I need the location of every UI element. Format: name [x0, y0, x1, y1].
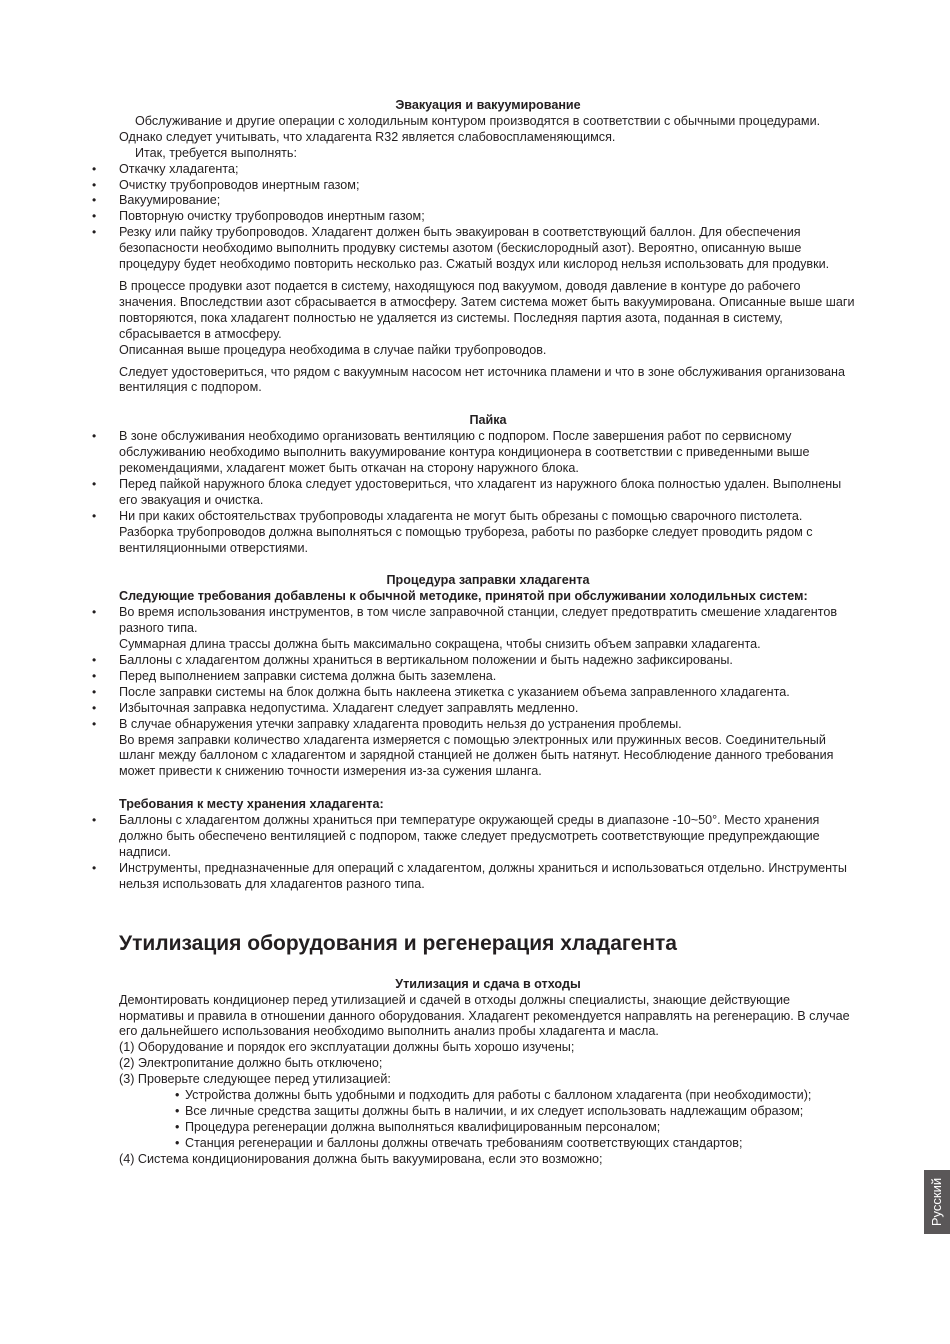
charge-note-1: Суммарная длина трассы должна быть максимально сокращена, чтобы снизить объем заправки хладагента. [119, 637, 761, 652]
charge-title: Процедура заправки хладагента [386, 573, 590, 588]
bullet-icon: • [92, 668, 97, 683]
bullet-icon: • [175, 1119, 180, 1134]
bullet-icon: • [175, 1088, 180, 1103]
disposal-heading: Утилизация оборудования и регенерация хладагента [119, 931, 677, 955]
storage-title: Требования к месту хранения хладагента: [119, 797, 384, 812]
bullet-icon: • [92, 860, 97, 875]
bullet-icon: • [92, 684, 97, 699]
bullet-icon: • [92, 209, 97, 224]
bullet-icon: • [175, 1103, 180, 1118]
check-item: • Процедура регенерации должна выполняться квалифицированным персоналом; [175, 1119, 661, 1134]
solder-list [92, 429, 857, 556]
bullet-icon: • [92, 193, 97, 208]
evac-para-3: Следует удостовериться, что рядом с вакуумным насосом нет источника пламени и что в зоне обслуживания организована вентиляция с подпором. [119, 364, 845, 395]
check-item: • Станция регенерации и баллоны должны отвечать требованиям соответствующих стандартов; [175, 1135, 743, 1150]
bullet-icon: • [92, 476, 97, 491]
bullet-icon: • [92, 225, 97, 240]
charge-list-1 [92, 605, 857, 637]
list-item: • Перед пайкой наружного блока следует удостовериться, что хладагент из наружного блока полностью удален. Выполнены его эвакуация и очистка. [92, 476, 842, 507]
evac-list [92, 161, 857, 273]
disposal-step-1: (1) Оборудование и порядок его эксплуатации должны быть хорошо изучены; [119, 1040, 575, 1055]
page-content [92, 98, 857, 1168]
storage-list [92, 813, 857, 893]
bullet-icon: • [92, 700, 97, 715]
language-tab-label: Русский [929, 1177, 944, 1227]
evac-para-1: В процессе продувки азот подается в систему, находящуюся под вакуумом, доводя давление в контуре до рабочего значения. Впоследствии азот сбрасывается в атмосферу. Затем система может быть вакуумирована. Описанные выше шаги повторяются, пока хладагент полностью не удаляется из системы. Последняя партия азота, поданная в систему, сбрасывается в атмосферу. [119, 278, 855, 341]
charge-lead: Следующие требования добавлены к обычной методике, принятой при обслуживании холодильных систем: [119, 589, 808, 604]
disposal-step-2: (2) Электропитание должно быть отключено; [119, 1056, 383, 1071]
language-tab [924, 1170, 950, 1234]
evac-intro: Обслуживание и другие операции с холодильным контуром производятся в соответствии с обычными процедурами. Однако следует учитывать, что хладагента R32 является слабовоспламеняющимся. [119, 113, 821, 144]
evac-title: Эвакуация и вакуумирование [395, 98, 581, 112]
bullet-icon: • [92, 508, 97, 523]
list-item: • Повторную очистку трубопроводов инертным газом; [92, 209, 425, 224]
bullet-icon: • [92, 429, 97, 444]
bullet-icon: • [92, 653, 97, 667]
bullet-icon: • [92, 177, 97, 192]
list-item: • Перед выполнением заправки система должна быть заземлена. [92, 668, 497, 683]
list-item: • Резку или пайку трубопроводов. Хладагент должен быть эвакуирован в соответствующий баллон. Для обеспечения безопасности необходимо выполнить продувку системы азотом (бескислородный азот). Вероятно, описанную выше процедуру будет необходимо повторить несколько раз. Сжатый воздух или кислород нельзя использовать для продувки. [92, 225, 830, 272]
check-item: • Устройства должны быть удобными и подходить для работы с баллоном хладагента (при необходимости); [175, 1088, 812, 1103]
charge-note-2: Во время заправки количество хладагента измеряется с помощью электронных или пружинных весов. Соединительный шланг между баллоном с хладагентом и зарядной станцией не должен быть натянут. Несоблюдение данного требования может привести к снижению точности измерения из-за сужения шланга. [119, 732, 834, 779]
list-item: • В зоне обслуживания необходимо организовать вентиляцию с подпором. После завершения работ по сервисному обслуживанию необходимо выполнить вакуумирование контура кондиционера в соответствии с приведенными выше рекомендациями, хладагент может быть откачан на сторону наружного блока. [92, 429, 810, 476]
disposal-step-3: (3) Проверьте следующее перед утилизацией: [119, 1072, 391, 1087]
check-item: • Все личные средства защиты должны быть в наличии, и их следует использовать надлежащим образом; [175, 1103, 804, 1118]
bullet-icon: • [92, 813, 97, 828]
list-item: • Во время использования инструментов, в том числе заправочной станции, следует предотвратить смешение хладагентов разного типа. [92, 605, 838, 636]
bullet-icon: • [92, 716, 97, 731]
disposal-title: Утилизация и сдача в отходы [395, 976, 581, 991]
disposal-step-4: (4) Система кондиционирования должна быть вакуумирована, если это возможно; [119, 1151, 603, 1166]
bullet-icon: • [92, 161, 97, 176]
list-item: • Откачку хладагента; [92, 161, 239, 176]
bullet-icon: • [92, 605, 97, 620]
list-item: • Баллоны с хладагентом должны храниться в вертикальном положении и быть надежно зафиксированы. [92, 653, 733, 667]
list-item: • Избыточная заправка недопустима. Хладагент следует заправлять медленно. [92, 700, 579, 715]
list-item: • В случае обнаружения утечки заправку хладагента проводить нельзя до устранения проблемы. [92, 716, 682, 731]
list-item: • Очистку трубопроводов инертным газом; [92, 177, 360, 192]
charge-list-2 [92, 653, 857, 733]
list-item: • Ни при каких обстоятельствах трубопроводы хладагента не могут быть обрезаны с помощью сварочного пистолета. Разборка трубопроводов должна выполняться с помощью трубореза, работы по разборке следует проводить рядом с вентиляционными отверстиями. [92, 508, 813, 555]
evac-lead: Итак, требуется выполнять: [135, 145, 297, 160]
list-item: • Инструменты, предназначенные для операций с хладагентом, должны храниться и использоваться отдельно. Инструменты нельзя использовать для хладагентов разного типа. [92, 860, 847, 891]
list-item: • После заправки системы на блок должна быть наклеена этикетка с указанием объема заправленного хладагента. [92, 684, 790, 699]
list-item: • Баллоны с хладагентом должны храниться при температуре окружающей среды в диапазоне -10~50°. Место хранения должно быть обеспечено вентиляцией с подпором, также следует предусмотреть соответствующие предупреждающие надписи. [92, 813, 820, 859]
solder-title: Пайка [469, 413, 507, 428]
list-item: • Вакуумирование; [92, 193, 221, 208]
bullet-icon: • [175, 1135, 180, 1150]
disposal-intro: Демонтировать кондиционер перед утилизацией и сдачей в отходы должны специалисты, знающие действующие нормативы и правила в отношении данного оборудования. Хладагент рекомендуется направлять на регенерацию. В случае его дальнейшего использования необходимо выполнить анализ пробы хладагента и масла. [119, 992, 850, 1039]
evac-para-2: Описанная выше процедура необходима в случае пайки трубопроводов. [119, 342, 547, 357]
